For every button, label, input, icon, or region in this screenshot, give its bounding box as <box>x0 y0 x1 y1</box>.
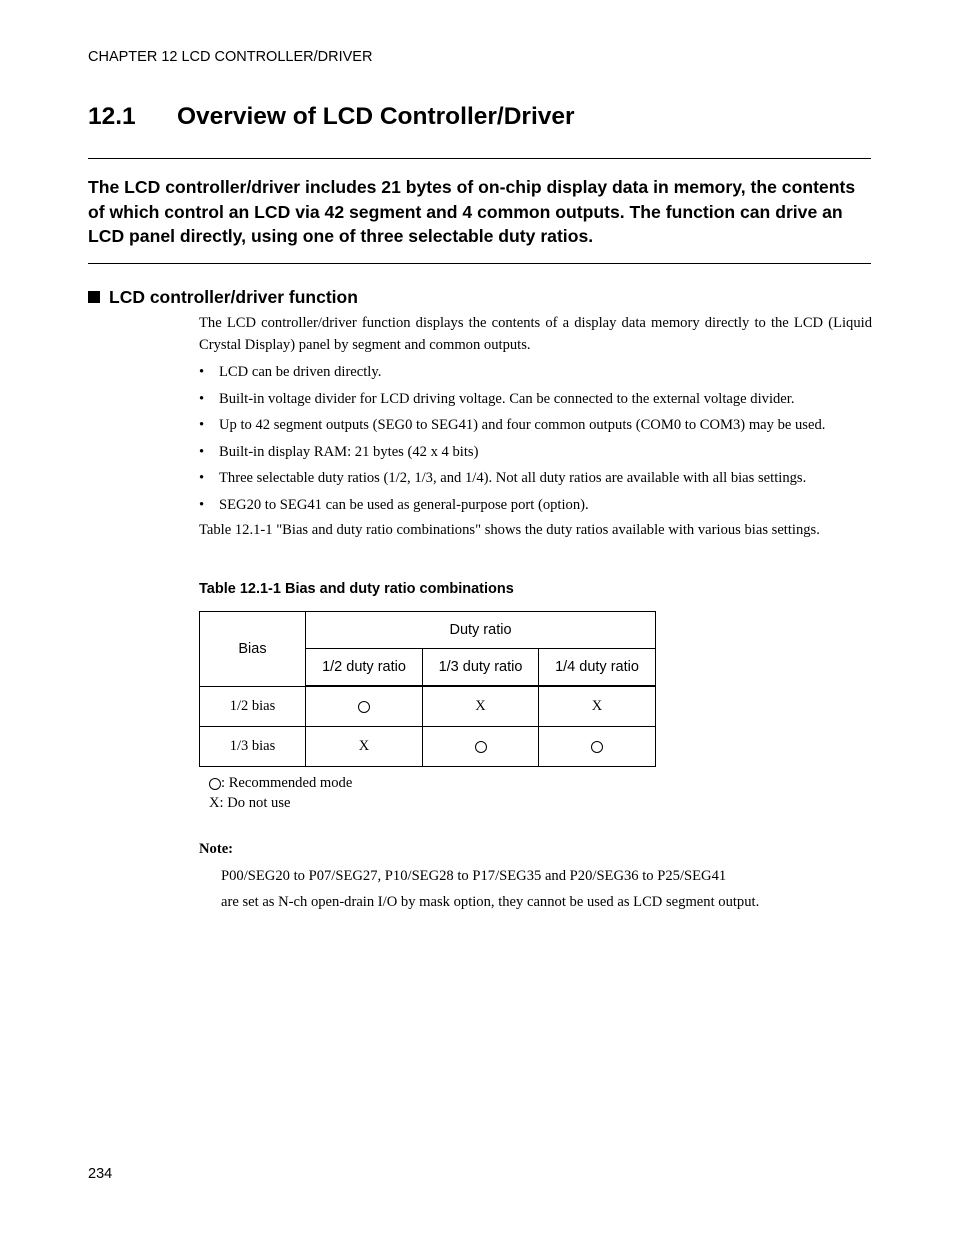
subsection-heading <box>88 287 358 308</box>
table-row <box>200 727 656 767</box>
legend-recommended <box>209 775 352 792</box>
square-bullet-icon <box>88 291 100 303</box>
section-number: 12.1 <box>88 103 136 130</box>
legend-do-not-use: X: Do not use <box>209 795 291 811</box>
note-text-line: are set as N-ch open-drain I/O by mask option, they cannot be used as LCD segment output. <box>221 894 760 910</box>
note-text-line: P00/SEG20 to P07/SEG27, P10/SEG28 to P17/SEG35 and P20/SEG36 to P25/SEG41 <box>221 868 727 884</box>
intro-paragraph: The LCD controller/driver function displays the contents of a display data memory directly to the LCD (Liquid Crystal Display) panel by segment and common outputs. <box>199 315 872 353</box>
table-cell: X <box>306 727 423 767</box>
page-number: 234 <box>88 1166 113 1182</box>
table-cell <box>306 686 423 727</box>
list-item: • LCD can be driven directly. <box>199 359 872 386</box>
table-row <box>200 686 656 727</box>
feature-list <box>199 359 872 518</box>
list-item: • SEG20 to SEG41 can be used as general-purpose port (option). <box>199 492 872 519</box>
section-title <box>88 103 575 131</box>
table-reference-paragraph: Table 12.1-1 "Bias and duty ratio combinations" shows the duty ratios available with various bias settings. <box>199 522 820 538</box>
list-item: • Up to 42 segment outputs (SEG0 to SEG41) and four common outputs (COM0 to COM3) may be used. <box>199 412 872 439</box>
column-header: 1/3 duty ratio <box>423 649 539 687</box>
circle-icon <box>475 741 487 753</box>
bias-column-header: Bias <box>200 612 306 687</box>
table-cell <box>423 727 539 767</box>
table-cell: X <box>423 686 539 727</box>
bias-duty-table <box>199 611 656 767</box>
column-header: 1/4 duty ratio <box>539 649 656 687</box>
list-item: • Built-in display RAM: 21 bytes (42 x 4 bits) <box>199 439 872 466</box>
row-header: 1/2 bias <box>200 686 306 727</box>
top-divider <box>88 158 871 159</box>
section-summary: The LCD controller/driver includes 21 bytes of on-chip display data in memory, the contents of which control an LCD via 42 segment and 4 common outputs. The function can drive an LCD panel directly, using one of three selectable duty ratios. <box>88 177 856 246</box>
subsection-title: LCD controller/driver function <box>109 287 358 307</box>
table-caption: Table 12.1-1 Bias and duty ratio combinations <box>199 581 514 597</box>
row-header: 1/3 bias <box>200 727 306 767</box>
section-title-text: Overview of LCD Controller/Driver <box>177 103 575 130</box>
table-cell: X <box>539 686 656 727</box>
column-header: 1/2 duty ratio <box>306 649 423 687</box>
note-label: Note: <box>199 841 234 857</box>
duty-ratio-header: Duty ratio <box>306 612 656 649</box>
legend-recommended-text: : Recommended mode <box>221 775 353 791</box>
circle-icon <box>591 741 603 753</box>
chapter-header: CHAPTER 12 LCD CONTROLLER/DRIVER <box>88 49 373 65</box>
bottom-divider <box>88 263 871 264</box>
circle-icon <box>209 778 221 790</box>
circle-icon <box>358 701 370 713</box>
list-item: • Built-in voltage divider for LCD driving voltage. Can be connected to the external voltage divider. <box>199 386 872 413</box>
list-item: • Three selectable duty ratios (1/2, 1/3, and 1/4). Not all duty ratios are available with all bias settings. <box>199 465 872 492</box>
table-cell <box>539 727 656 767</box>
